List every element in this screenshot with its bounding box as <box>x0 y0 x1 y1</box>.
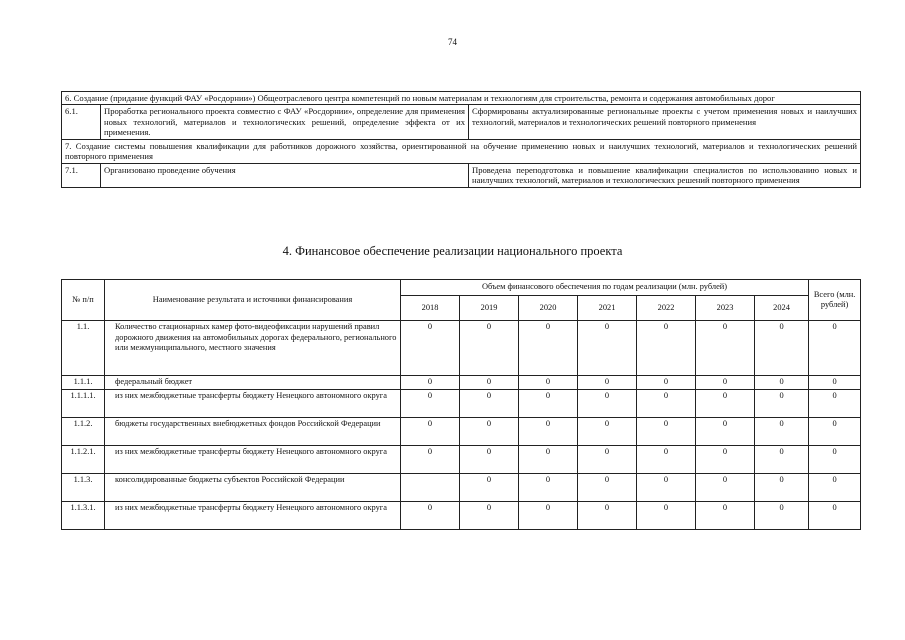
year-value: 0 <box>401 390 460 418</box>
table-row <box>62 321 861 376</box>
row-name: консолидированные бюджеты субъектов Российской Федерации <box>105 474 401 502</box>
row-number: 1.1.1.1. <box>62 390 105 418</box>
year-value: 0 <box>696 502 755 530</box>
year-value: 0 <box>519 390 578 418</box>
page-number: 74 <box>448 37 457 47</box>
header-total: Всего (млн. рублей) <box>809 280 861 321</box>
year-value: 0 <box>578 390 637 418</box>
header-year: 2024 <box>755 295 809 321</box>
year-value: 0 <box>637 376 696 390</box>
header-name: Наименование результата и источники финансирования <box>105 280 401 321</box>
year-value: 0 <box>755 376 809 390</box>
year-value: 0 <box>755 502 809 530</box>
year-value: 0 <box>401 446 460 474</box>
year-value: 0 <box>401 418 460 446</box>
year-value: 0 <box>755 418 809 446</box>
total-value: 0 <box>809 321 861 376</box>
year-value: 0 <box>401 321 460 376</box>
results-table <box>61 91 861 188</box>
table-row <box>62 474 861 502</box>
year-value: 0 <box>696 390 755 418</box>
row-number: 7.1. <box>62 163 101 187</box>
year-value: 0 <box>401 376 460 390</box>
task-cell: Проработка регионального проекта совместно с ФАУ «Росдорнии», определение для применения новых технологий, материалов и технологических решений, определение эффекта от их применения. <box>101 105 469 139</box>
row-number: 1.1.2. <box>62 418 105 446</box>
section-row <box>62 92 861 105</box>
year-value: 0 <box>401 502 460 530</box>
header-year: 2022 <box>637 295 696 321</box>
year-value: 0 <box>578 446 637 474</box>
row-number: 6.1. <box>62 105 101 139</box>
year-value: 0 <box>460 376 519 390</box>
year-value: 0 <box>460 474 519 502</box>
table-row <box>62 163 861 187</box>
year-value: 0 <box>755 390 809 418</box>
year-value: 0 <box>755 321 809 376</box>
row-number: 1.1.2.1. <box>62 446 105 474</box>
table-row <box>62 376 861 390</box>
row-name: из них межбюджетные трансферты бюджету Ненецкого автономного округа <box>105 502 401 530</box>
section-text: 6. Создание (придание функций ФАУ «Росдорнии») Общеотраслевого центра компетенций по новым материалам и технологиям для строительства, ремонта и содержания автомобильных дорог <box>62 92 861 105</box>
year-value: 0 <box>519 418 578 446</box>
row-name: Количество стационарных камер фото-видеофиксации нарушений правил дорожного движения на автомобильных дорогах федерального, регионального или межмуниципального, местного значения <box>105 321 401 376</box>
year-value: 0 <box>519 376 578 390</box>
header-year: 2018 <box>401 295 460 321</box>
total-value: 0 <box>809 390 861 418</box>
year-value: 0 <box>460 418 519 446</box>
year-value: 0 <box>578 376 637 390</box>
year-value: 0 <box>637 321 696 376</box>
header-year: 2023 <box>696 295 755 321</box>
year-value: 0 <box>519 321 578 376</box>
year-value: 0 <box>578 321 637 376</box>
table-row <box>62 502 861 530</box>
section-row <box>62 139 861 163</box>
row-name: бюджеты государственных внебюджетных фондов Российской Федерации <box>105 418 401 446</box>
result-cell: Сформированы актуализированные региональные проекты с учетом применения новых и наилучших технологий, материалов и технологических решений повторного применения <box>469 105 861 139</box>
section-title: 4. Финансовое обеспечение реализации национального проекта <box>282 244 623 258</box>
table-row <box>62 446 861 474</box>
header-num: № п/п <box>62 280 105 321</box>
year-value: 0 <box>696 376 755 390</box>
row-number: 1.1.1. <box>62 376 105 390</box>
year-value: 0 <box>696 418 755 446</box>
year-value: 0 <box>519 474 578 502</box>
header-year: 2021 <box>578 295 637 321</box>
table-row <box>62 390 861 418</box>
year-value: 0 <box>755 474 809 502</box>
year-value: 0 <box>696 321 755 376</box>
header-years-caption: Объем финансового обеспечения по годам реализации (млн. рублей) <box>401 280 809 296</box>
year-value: 0 <box>460 321 519 376</box>
header-year: 2019 <box>460 295 519 321</box>
year-value: 0 <box>637 474 696 502</box>
year-value: 0 <box>519 446 578 474</box>
year-value: 0 <box>460 446 519 474</box>
total-value: 0 <box>809 502 861 530</box>
year-value: 0 <box>578 418 637 446</box>
year-value <box>401 474 460 502</box>
total-value: 0 <box>809 376 861 390</box>
year-value: 0 <box>696 446 755 474</box>
year-value: 0 <box>460 502 519 530</box>
year-value: 0 <box>755 446 809 474</box>
finance-table <box>61 279 861 530</box>
row-name: из них межбюджетные трансферты бюджету Ненецкого автономного округа <box>105 390 401 418</box>
row-number: 1.1.3.1. <box>62 502 105 530</box>
task-cell: Организовано проведение обучения <box>101 163 469 187</box>
table-row <box>62 105 861 139</box>
section-text: 7. Создание системы повышения квалификации для работников дорожного хозяйства, ориентированной на обучение применению новых и наилучших технологий, материалов и технологических решений повторного применения <box>62 139 861 163</box>
year-value: 0 <box>637 502 696 530</box>
row-name: федеральный бюджет <box>105 376 401 390</box>
row-name: из них межбюджетные трансферты бюджету Ненецкого автономного округа <box>105 446 401 474</box>
year-value: 0 <box>578 474 637 502</box>
total-value: 0 <box>809 418 861 446</box>
year-value: 0 <box>637 390 696 418</box>
year-value: 0 <box>460 390 519 418</box>
year-value: 0 <box>696 474 755 502</box>
header-year: 2020 <box>519 295 578 321</box>
total-value: 0 <box>809 474 861 502</box>
result-cell: Проведена переподготовка и повышение квалификации специалистов по использованию новых и наилучших технологий, материалов и технологических решений повторного применения <box>469 163 861 187</box>
year-value: 0 <box>637 446 696 474</box>
total-value: 0 <box>809 446 861 474</box>
row-number: 1.1. <box>62 321 105 376</box>
year-value: 0 <box>578 502 637 530</box>
year-value: 0 <box>637 418 696 446</box>
table-row <box>62 418 861 446</box>
year-value: 0 <box>519 502 578 530</box>
row-number: 1.1.3. <box>62 474 105 502</box>
